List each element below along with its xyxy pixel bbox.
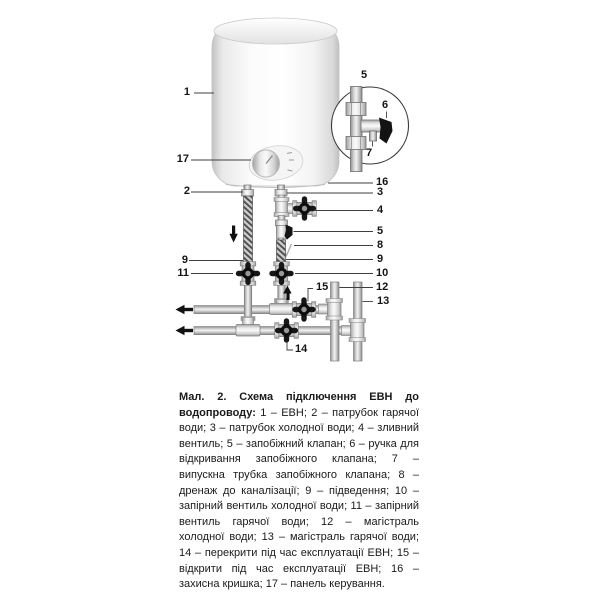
caption-body: 1 – ЕВН; 2 – патрубок гарячої води; 3 – патрубок холодної води; 4 – зливний вентиль; 5 – запобіжний клапан; 6 – ручка для відкривання запобіжного клапана; 7 – випускна трубка запобіжного клапана; 8 – дренаж до каналізації; 9 – підведення; 10 – запірний вентиль холодної води; 11 – запірний вентиль гарячої води; 12 – магістраль холодної води; 13 – магістраль гарячої води; 14 – перекрити під час експлуатації ЕВН; 15 – відкрити під час експлуатації ЕВН; 16 – захисна кришка; 17 – панель керування. [179, 406, 419, 591]
hot-riser-pipe [244, 281, 251, 321]
cold-shutoff-valve [269, 262, 293, 286]
arrow-left-cold-icon [176, 305, 194, 314]
figure-caption [179, 390, 419, 593]
hot-shutoff-valve [236, 262, 260, 286]
callout-16: 16 [376, 176, 389, 188]
callout-11: 11 [177, 267, 189, 279]
callout-1: 1 [183, 86, 190, 98]
bypass-valve-14 [275, 318, 299, 342]
callout-5: 5 [377, 225, 384, 237]
hot-flex-hose [244, 196, 253, 263]
callout-8: 8 [377, 239, 384, 251]
tee-hot-main [342, 319, 366, 342]
callout-2: 2 [183, 185, 190, 197]
callout-17: 17 [176, 153, 189, 165]
open-valve-15 [292, 297, 316, 321]
callout-12: 12 [376, 281, 389, 293]
callout-9-right: 9 [377, 253, 384, 265]
callout-3: 3 [377, 186, 384, 198]
callout-5-inset: 5 [361, 69, 368, 81]
tee-cold-main [319, 299, 343, 321]
drain-valve [293, 196, 317, 220]
arrow-down-icon [229, 226, 237, 243]
arrow-left-hot-icon [176, 326, 194, 335]
cold-flex-hose [277, 240, 286, 263]
outlet-tube-icon [370, 131, 377, 141]
callout-15: 15 [316, 281, 329, 293]
cold-water-stub [275, 185, 287, 196]
cold-main-pipe [331, 282, 340, 361]
callout-14: 14 [295, 343, 308, 355]
upper-horizontal-pipe [194, 306, 339, 314]
callout-7-inset: 7 [366, 147, 373, 159]
caption-title: Мал. 2. Схема підключення ЕВН до водопроводу: [179, 391, 419, 419]
tee-drain-valve [274, 198, 295, 217]
callout-9-left: 9 [181, 254, 188, 266]
flow-arrows [176, 226, 292, 336]
tee-hot-riser [236, 317, 260, 337]
callout-13: 13 [377, 295, 390, 307]
callout-6-inset: 6 [382, 99, 389, 111]
callout-10: 10 [376, 267, 389, 279]
callout-4: 4 [377, 204, 384, 216]
tee-cold-riser [270, 299, 294, 315]
tank-top-rim [214, 18, 337, 44]
